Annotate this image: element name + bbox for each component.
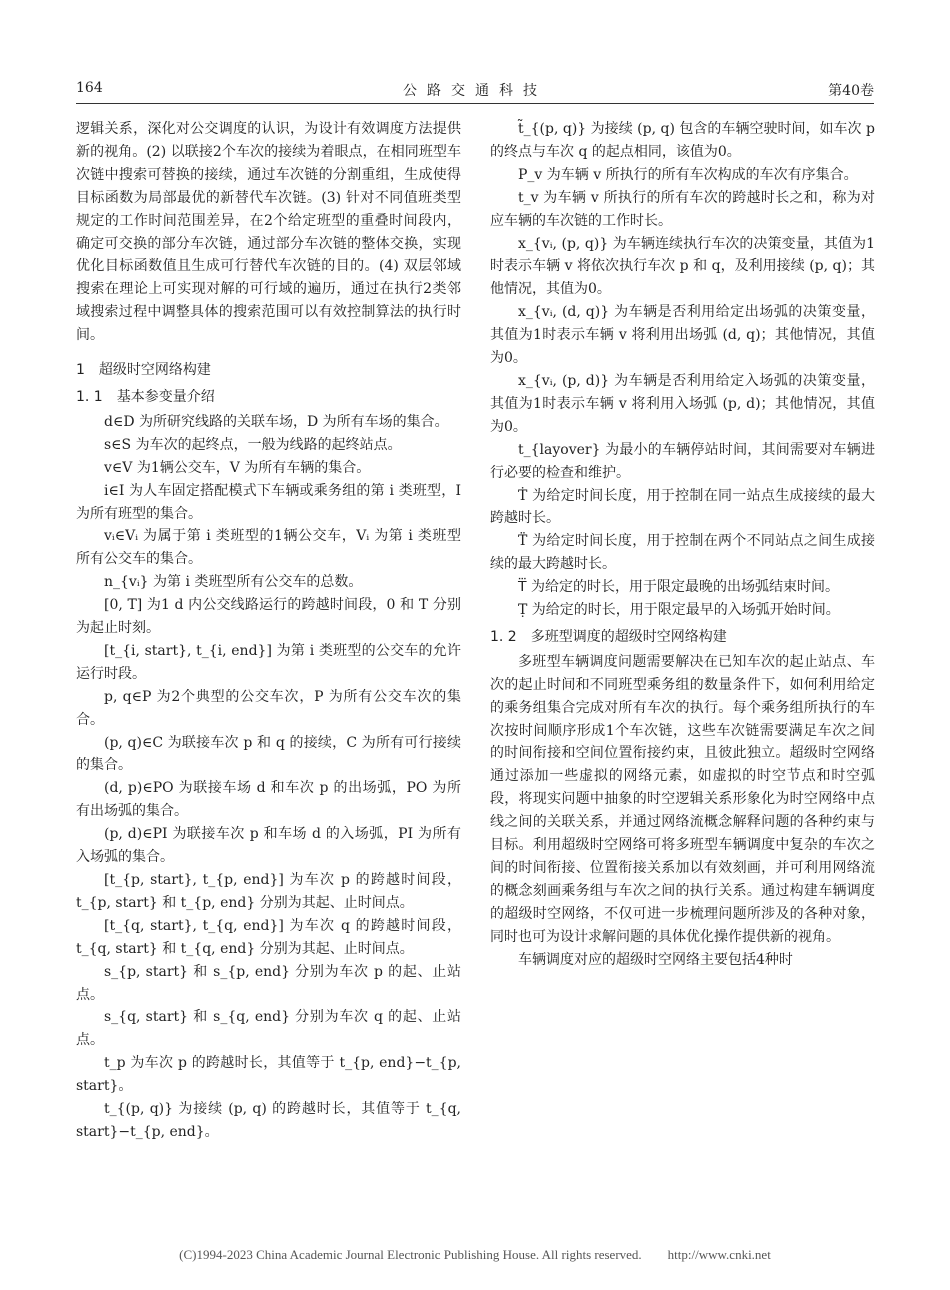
definition-item: (p, q)∈C 为联接车次 p 和 q 的接续，C 为所有可行接续的集合。 [76, 734, 461, 774]
left-column [76, 118, 461, 1144]
body-paragraph: 多班型车辆调度问题需要解决在已知车次的起止站点、车次的起止时间和不同班型乘务组的数量条件下，如何利用给定的乘务组集合完成对所有车次的执行。每个乘务组所执行的车次按时间顺序形成1个车次链，这些车次链需要满足车次之间的时间衔接和空间位置衔接约束，且彼此独立。超级时空网络通过添加一些虚拟的网络元素，如虚拟的时空节点和时空弧段，将现实问题中抽象的时空逻辑关系形象化为时空网络中点线之间的关联关系，并通过网络流概念解释问题的各种约束与目标。利用超级时空网络可将多班型车辆调度中复杂的车次之间的时间衔接、位置衔接关系加以有效刻画，并可利用网络流的概念刻画乘务组与车次之间的执行关系。通过构建车辆调度的超级时空网络，不仅可进一步梳理问题所涉及的各种对象，同时也可为设计求解问题的具体优化操作提供新的视角。 [490, 653, 875, 945]
definition-item: [t_{i, start}, t_{i, end}] 为第 i 类班型的公交车的允许运行时段。 [76, 642, 461, 682]
section-1-heading: 1 超级时空网络构建 [76, 362, 211, 379]
definition-item: x_{vᵢ, (p, q)} 为车辆连续执行车次的决策变量，其值为1时表示车辆 v 将依次执行车次 p 和 q，及利用接续 (p, q)；其他情况，其值为0。 [490, 235, 875, 298]
definition-item: x_{vᵢ, (d, q)} 为车辆是否利用给定出场弧的决策变量，其值为1时表示车辆 v 将利用出场弧 (d, q)；其他情况，其值为0。 [490, 304, 875, 367]
subsection-1-2-heading: 1. 2 多班型调度的超级时空网络构建 [490, 628, 727, 645]
definition-item: [t_{p, start}, t_{p, end}] 为车次 p 的跨越时间段，t_{p, start} 和 t_{p, end} 分别为其起、止时间点。 [76, 872, 461, 911]
definition-item: vᵢ∈Vᵢ 为属于第 i 类班型的1辆公交车，Vᵢ 为第 i 类班型所有公交车的集合。 [76, 528, 461, 568]
definition-item: s_{q, start} 和 s_{q, end} 分别为车次 q 的起、止站点。 [76, 1009, 461, 1049]
definition-item: v∈V 为1辆公交车，V 为所有车辆的集合。 [104, 459, 371, 476]
right-column [490, 118, 875, 972]
definition-item: Ṭ 为给定的时长，用于限定最早的入场弧开始时间。 [518, 602, 840, 619]
definition-item: (p, d)∈PI 为联接车次 p 和车场 d 的入场弧，PI 为所有入场弧的集合。 [76, 826, 461, 866]
definition-item: t_p 为车次 p 的跨越时长，其值等于 t_{p, end}−t_{p, start}。 [76, 1055, 461, 1095]
definition-item: (d, p)∈PO 为联接车场 d 和车次 p 的出场弧，PO 为所有出场弧的集合。 [76, 780, 461, 820]
definition-item: t̃_{(p, q)} 为接续 (p, q) 包含的车辆空驶时间，如车次 p 的终点与车次 q 的起点相同，该值为0。 [490, 121, 875, 160]
definition-item: p, q∈P 为2个典型的公交车次，P 为所有公交车次的集合。 [76, 688, 461, 728]
definition-item: t_{layover} 为最小的车辆停站时间，其间需要对车辆进行必要的检查和维护。 [490, 441, 875, 481]
definition-item: i∈I 为人车固定搭配模式下车辆或乘务组的第 i 类班型，I 为所有班型的集合。 [76, 482, 461, 522]
definition-item: [0, T] 为1 d 内公交线路运行的跨越时间段，0 和 T 分别为起止时刻。 [76, 597, 461, 637]
definition-item: P_v 为车辆 v 所执行的所有车次构成的车次有序集合。 [518, 166, 858, 183]
definition-item: n_{vᵢ} 为第 i 类班型所有公交车的总数。 [104, 574, 363, 591]
definition-item: d∈D 为所研究线路的关联车场，D 为所有车场的集合。 [104, 413, 449, 430]
intro-paragraph: 逻辑关系，深化对公交调度的认识，为设计有效调度方法提供新的视角。(2) 以联接2个车次的接续为着眼点，在相同班型车次链中搜索可替换的接续，通过车次链的分割重组，生成使得目标函数为局部最优的新替代车次链。(3) 针对不同值班类型规定的工作时间范围差异，在2个给定班型的重叠时间段内，确定可交换的部分车次链，通过部分车次链的整体交换，实现优化目标函数值且生成可行替代车次链的目的。(4) 双层邻域搜索在理论上可实现对解的可行域的遍历，通过在执行2类邻域搜索过程中调整具体的搜索范围可以有效控制算法的执行时间。 [76, 121, 461, 344]
subsection-1-1-heading: 1. 1 基本参变量介绍 [76, 388, 215, 405]
definition-item: t_v 为车辆 v 所执行的所有车次的跨越时长之和，称为对应车辆的车次链的工作时长。 [490, 189, 875, 229]
definition-item: T̈ 为给定时间长度，用于控制在两个不同站点之间生成接续的最大跨越时长。 [490, 533, 875, 573]
definition-item: s∈S 为车次的起终点，一般为线路的起终站点。 [104, 436, 402, 453]
header-rule [76, 103, 874, 104]
page-number: 164 [76, 80, 103, 96]
definition-item: Ṫ 为给定时间长度，用于控制在同一站点生成接续的最大跨越时长。 [490, 487, 875, 527]
definition-item: t_{(p, q)} 为接续 (p, q) 的跨越时长，其值等于 t_{q, start}−t_{p, end}。 [76, 1101, 461, 1140]
copyright-footer: (C)1994-2023 China Academic Journal Electronic Publishing House. All rights reserved. http://www.cnki.net [179, 1247, 771, 1262]
definition-item: [t_{q, start}, t_{q, end}] 为车次 q 的跨越时间段，t_{q, start} 和 t_{q, end} 分别为其起、止时间点。 [76, 917, 461, 957]
journal-title: 公路交通科技 [403, 83, 547, 99]
volume-label: 第40卷 [828, 83, 874, 99]
body-paragraph: 车辆调度对应的超级时空网络主要包括4种时 [518, 951, 793, 968]
definition-item: x_{vᵢ, (p, d)} 为车辆是否利用给定入场弧的决策变量，其值为1时表示车辆 v 将利用入场弧 (p, d)；其他情况，其值为0。 [490, 372, 875, 435]
definition-item: T⃛ 为给定的时长，用于限定最晚的出场弧结束时间。 [518, 579, 840, 596]
definition-item: s_{p, start} 和 s_{p, end} 分别为车次 p 的起、止站点。 [76, 963, 461, 1003]
